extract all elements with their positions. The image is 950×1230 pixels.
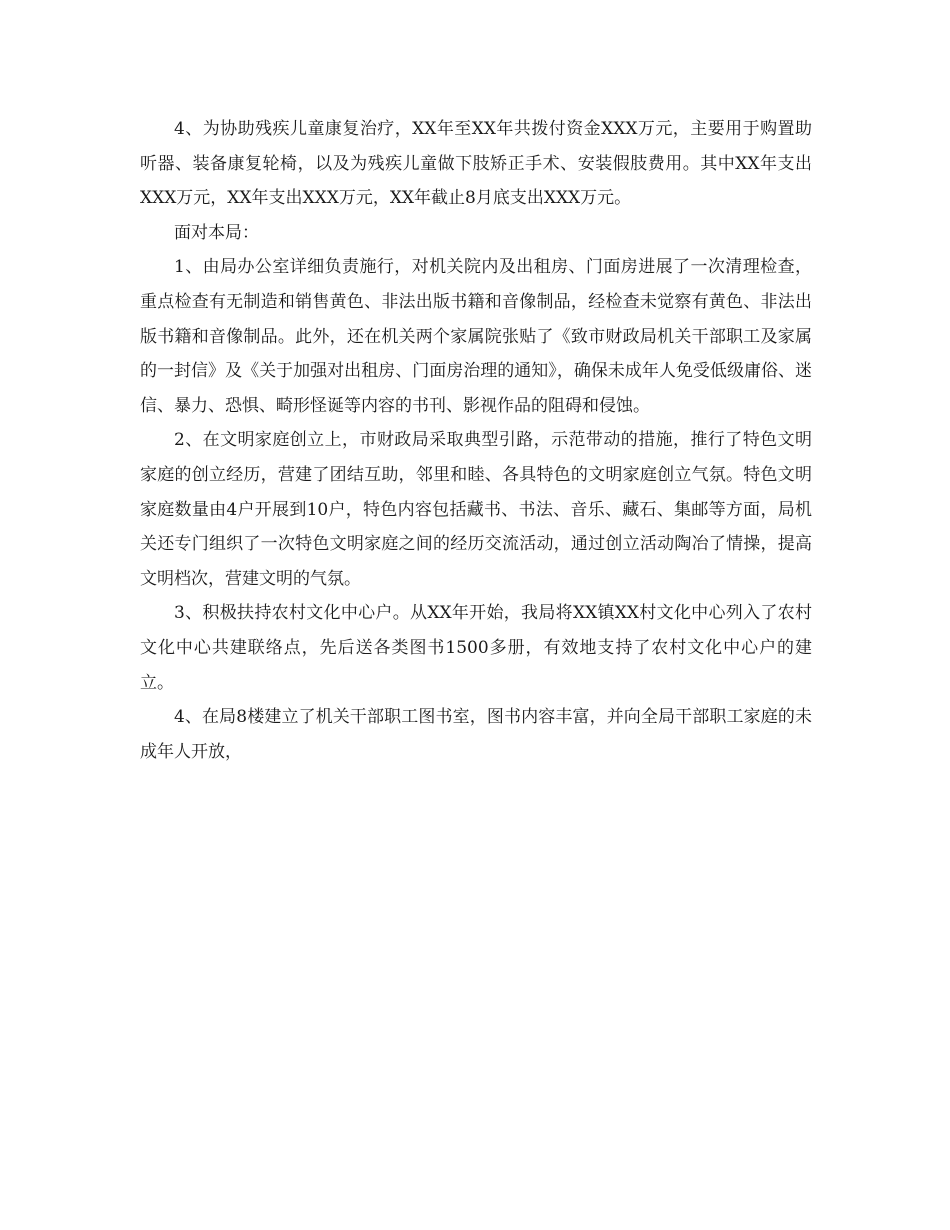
paragraph-library: 4、在局8楼建立了机关干部职工图书室，图书内容丰富，并向全局干部职工家庭的未成年人开放， [140, 707, 812, 762]
paragraph-rural-culture: 3、积极扶持农村文化中心户。从XX年开始，我局将XX镇XX村文化中心列入了农村文化中心共建联络点，先后送各类图书1500多册，有效地支持了农村文化中心户的建立。 [140, 603, 812, 693]
paragraph-funding: 4、为协助残疾儿童康复治疗，XX年至XX年共拨付资金XXX万元，主要用于购置助听器、装备康复轮椅，以及为残疾儿童做下肢矫正手术、安装假肢费用。其中XX年支出XXX万元，XX年支出XXX万元，XX年截止8月底支出XXX万元。 [140, 119, 812, 209]
paragraph-inspection: 1、由局办公室详细负责施行，对机关院内及出租房、门面房进展了一次清理检查，重点检查有无制造和销售黄色、非法出版书籍和音像制品，经检查未觉察有黄色、非法出版书籍和音像制品。此外，还在机关两个家属院张贴了《致市财政局机关干部职工及家属的一封信》及《关于加强对出租房、门面房治理的通知》，确保未成年人免受低级庸俗、迷信、暴力、恐惧、畸形怪诞等内容的书刊、影视作品的阻碍和侵蚀。 [140, 257, 812, 416]
paragraph-civilized-family: 2、在文明家庭创立上，市财政局采取典型引路，示范带动的措施，推行了特色文明家庭的创立经历，营建了团结互助，邻里和睦、各具特色的文明家庭创立气氛。特色文明家庭数量由4户开展到10户，特色内容包括藏书、书法、音乐、藏石、集邮等方面，局机关还专门组织了一次特色文明家庭之间的经历交流活动，通过创立活动陶冶了情操，提高文明档次，营建文明的气氛。 [140, 430, 812, 589]
document-body [140, 112, 812, 769]
paragraph-section-heading: 面对本局： [174, 222, 259, 243]
